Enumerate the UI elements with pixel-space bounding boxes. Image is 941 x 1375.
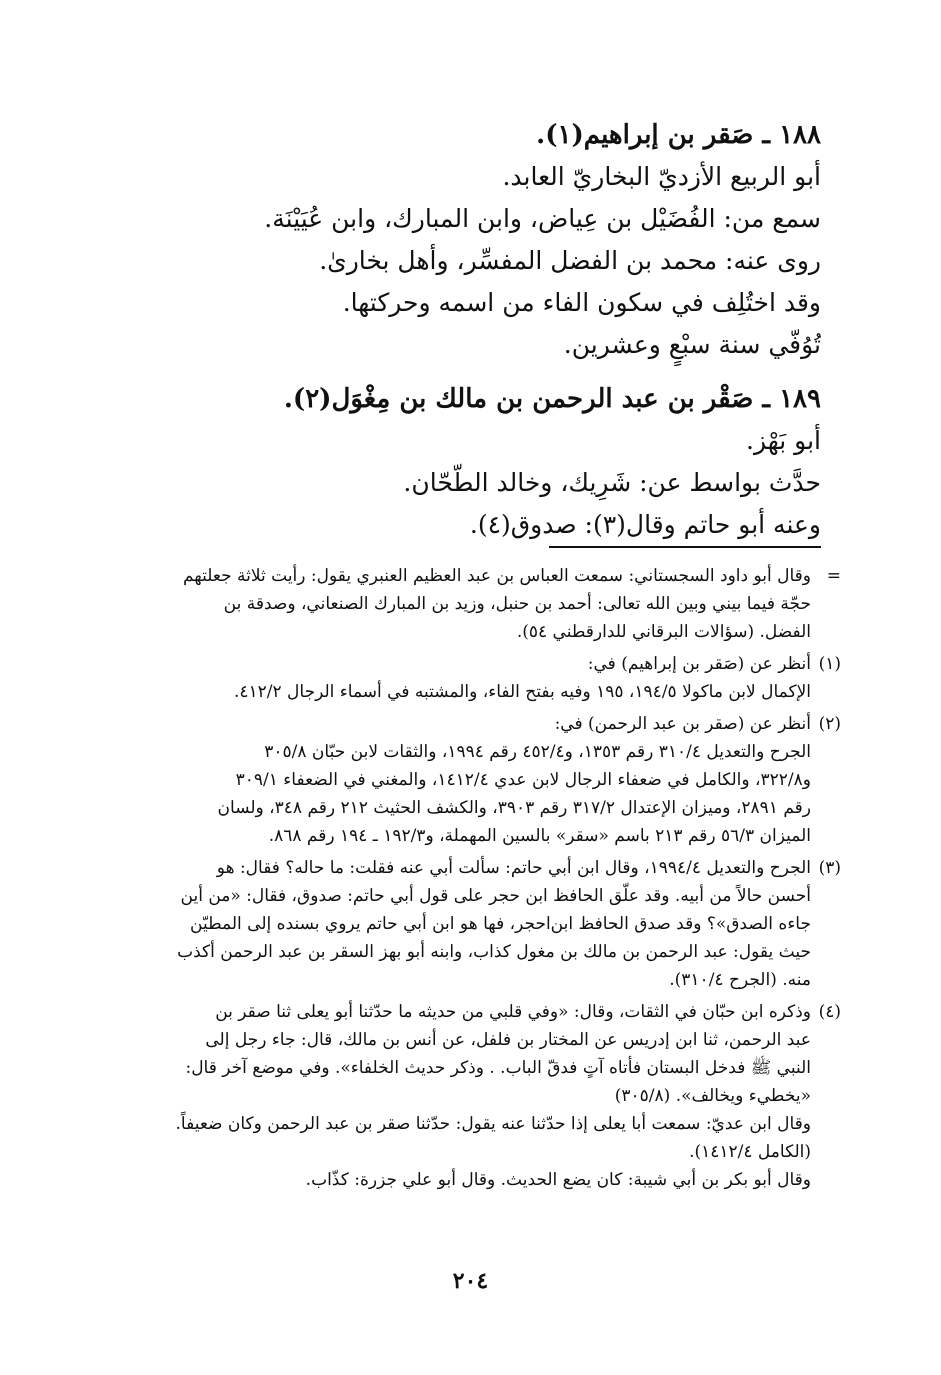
footnote-marker: (٣) — [818, 858, 841, 878]
footnote-line: رقم ٢٨٩١، وميزان الإعتدال ٣١٧/٢ رقم ٣٩٠٣، والكشف الحثيث ٢١٢ رقم ٣٤٨، ولسان — [217, 798, 811, 818]
entry-line: وقد اختُلِف في سكون الفاء من اسمه وحركتها. — [342, 288, 821, 317]
footnote-line: الإكمال لابن ماكولا ١٩٤/٥، ١٩٥ وفيه بفتح الفاء، والمشتبه في أسماء الرجال ٤١٢/٢. — [233, 682, 811, 702]
entry-line: سمع من: الفُضَيْل بن عِياض، وابن المبارك، وابن عُيَيْنَة. — [264, 204, 821, 233]
entry-line: أبو بَهْز. — [746, 426, 821, 455]
footnote-4 — [116, 998, 841, 1194]
entry-line: وعنه أبو حاتم وقال(٣): صدوق(٤). — [469, 510, 821, 539]
footnote-line: وذكره ابن حبّان في الثقات، وقال: «وفي قلبي من حديثه ما حدّثنا أبو يعلى ثنا صقر بن — [215, 1002, 811, 1022]
footnote-line: و٣٢٢/٨، والكامل في ضعفاء الرجال لابن عدي ١٤١٢/٤، والمغني في الضعفاء ٣٠٩/١ — [235, 770, 811, 790]
footnote-marker: = — [826, 566, 841, 586]
footnote-line: أنظر عن (صقر بن عبد الرحمن) في: — [554, 714, 811, 734]
footnote-marker: (٢) — [818, 714, 841, 734]
entry-line: روى عنه: محمد بن الفضل المفسِّر، وأهل بخارىٰ. — [319, 246, 821, 275]
footnote-line: «يخطيء ويخالف». (٣٠٥/٨) — [614, 1086, 811, 1106]
footnote-line: وقال ابن عديّ: سمعت أبا يعلى إذا حدّثنا عنه يقول: حدّثنا صقر بن عبد الرحمن وكان ضعيفاً. — [175, 1114, 811, 1134]
footnote-line: أنظر عن (صَقر بن إبراهيم) في: — [587, 654, 811, 674]
entry-line: تُوُفّي سنة سبْعٍ وعشرين. — [563, 330, 821, 359]
footnote-line: حيث يقول: عبد الرحمن بن مالك بن مغول كذاب، وابنه أبو بهز السقر بن عبد الرحمن أكذب — [177, 942, 811, 962]
footnote-3 — [116, 854, 841, 994]
footnote-line: عبد الرحمن، ثنا ابن إدريس عن المختار بن فلفل، عن أنس بن مالك، قال: جاء رجل إلى — [205, 1030, 811, 1050]
footnote-line: (الكامل ١٤١٢/٤). — [689, 1142, 811, 1162]
footnote-line: الجرح والتعديل ٣١٠/٤ رقم ١٣٥٣، و٤٥٢/٤ رقم ١٩٩٤، والثقات لابن حبّان ٣٠٥/٨ — [264, 742, 811, 762]
entry-title-188: ١٨٨ ـ صَقر بن إبراهيم(١). — [536, 120, 821, 150]
entry-spacer — [121, 366, 821, 378]
footnote-marker: (١) — [818, 654, 841, 674]
footnote-line: النبي ﷺ فدخل البستان فأتاه آتٍ فدقّ الباب. . وذكر حديث الخلفاء». وفي موضع آخر قال: — [185, 1058, 811, 1078]
footnote-separator — [549, 546, 821, 548]
footnotes — [116, 562, 841, 1194]
main-text — [121, 114, 821, 546]
footnote-1 — [116, 650, 841, 706]
footnote-2 — [116, 710, 841, 850]
footnote-continuation — [116, 562, 841, 646]
footnote-line: جاءه الصدق»؟ وقد صدق الحافظ ابن‌احجر، فها هو ابن أبي حاتم يروي بسنده إلى المطيّن — [190, 914, 811, 934]
footnote-line: منه. (الجرح ٣١٠/٤). — [669, 970, 811, 990]
entry-line: حدَّث بواسط عن: شَرِيك، وخالد الطّحّان. — [403, 468, 821, 497]
footnote-line: وقال أبو داود السجستاني: سمعت العباس بن عبد العظيم العنبري يقول: رأيت ثلاثة جعلتهم — [182, 566, 811, 586]
footnote-line: الفضل. (سؤالات البرقاني للدارقطني ٥٤). — [516, 622, 811, 642]
page-number: ٢٠٤ — [452, 1268, 489, 1294]
footnote-line: وقال أبو بكر بن أبي شيبة: كان يضع الحديث. وقال أبو علي جزرة: كذّاب. — [305, 1170, 811, 1190]
footnote-line: حجّة فيما بيني وبين الله تعالى: أحمد بن حنبل، وزيد بن المبارك الصنعاني، وصدقة بن — [223, 594, 811, 614]
footnote-marker: (٤) — [818, 1002, 841, 1022]
entry-line: أبو الربيع الأزديّ البخاريّ العابد. — [502, 162, 821, 191]
footnote-line: أحسن حالاً من أبيه. وقد علّق الحافظ ابن حجر على قول أبي حاتم: صدوق، فقال: «من أين — [180, 886, 811, 906]
footnote-line: الميزان ٥٦/٣ رقم ٢١٣ باسم «سقر» بالسين المهملة، و١٩٢/٣ ـ ١٩٤ رقم ٨٦٨. — [268, 826, 811, 846]
entry-title-189: ١٨٩ ـ صَقْر بن عبد الرحمن بن مالك بن مِغْوَل(٢). — [283, 384, 821, 414]
footnote-line: الجرح والتعديل ١٩٩٤/٤، وقال ابن أبي حاتم: سألت أبي عنه فقلت: ما حاله؟ فقال: هو — [216, 858, 811, 878]
